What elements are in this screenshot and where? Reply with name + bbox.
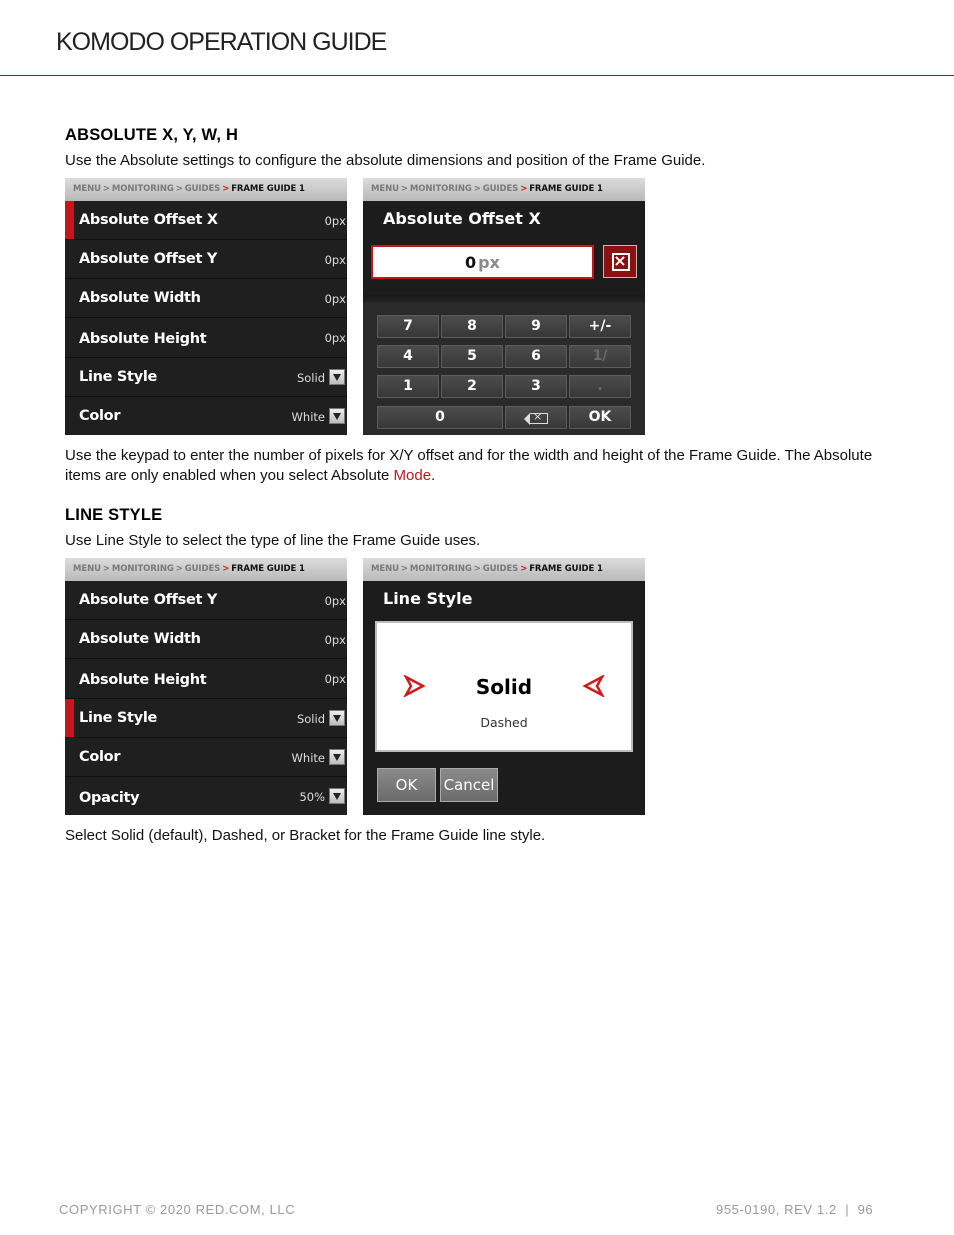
breadcrumb-current: FRAME GUIDE 1: [231, 564, 305, 574]
breadcrumb: MENU > MONITORING > GUIDES > FRAME GUIDE 1: [363, 558, 645, 581]
breadcrumb-menu[interactable]: MENU: [371, 184, 399, 194]
menu-row-label: Absolute Width: [79, 631, 201, 647]
close-icon: ×: [613, 251, 627, 270]
absolute-intro-text: Use the Absolute settings to configure the absolute dimensions and position of the Frame Guide.: [65, 152, 706, 169]
breadcrumb-monitoring[interactable]: MONITORING: [409, 184, 472, 194]
key-7[interactable]: 7: [377, 315, 439, 338]
breadcrumb-menu[interactable]: MENU: [371, 564, 399, 574]
key-4[interactable]: 4: [377, 345, 439, 368]
menu-row-absolute-width[interactable]: [65, 279, 347, 318]
menu-row-absolute-offset-y[interactable]: [65, 581, 347, 620]
key-decimal: .: [569, 375, 631, 398]
menu-row-value: White: [291, 410, 325, 424]
backspace-key[interactable]: [505, 406, 567, 429]
menu-row-absolute-offset-y[interactable]: [65, 240, 347, 279]
menu-row-value: 0px: [324, 594, 346, 608]
selection-arrow-left-icon: [583, 675, 605, 697]
picker-title: Line Style: [383, 589, 473, 608]
key-1[interactable]: 1: [377, 375, 439, 398]
breadcrumb-guides[interactable]: GUIDES: [184, 564, 221, 574]
footer-doc-info: 955-0190, REV 1.2 | 96: [716, 1202, 874, 1217]
breadcrumb-monitoring[interactable]: MONITORING: [409, 564, 472, 574]
menu-row-label: Color: [79, 408, 121, 424]
clear-button[interactable]: [603, 245, 637, 278]
document-title: KOMODO OPERATION GUIDE: [56, 28, 387, 56]
key-0[interactable]: 0: [377, 406, 503, 429]
mode-link[interactable]: Mode: [393, 467, 432, 484]
entry-value: 0: [465, 253, 477, 272]
absolute-offset-keypad-screen: [363, 178, 645, 435]
menu-row-value: Solid: [296, 712, 325, 726]
menu-row-label: Line Style: [79, 710, 158, 726]
key-3[interactable]: 3: [505, 375, 567, 398]
value-entry-field[interactable]: [371, 245, 594, 279]
menu-row-value: 0px: [324, 331, 346, 345]
breadcrumb-guides[interactable]: GUIDES: [482, 564, 519, 574]
menu-row-value: White: [291, 751, 325, 765]
chevron-down-icon[interactable]: [329, 710, 345, 726]
menu-row-label: Color: [79, 749, 121, 765]
chevron-down-icon[interactable]: [329, 749, 345, 765]
key-2[interactable]: 2: [441, 375, 503, 398]
menu-row-line-style[interactable]: [65, 358, 347, 397]
menu-row-value: 0px: [324, 253, 346, 267]
menu-row-label: Opacity: [79, 790, 140, 806]
menu-row-absolute-height[interactable]: [65, 659, 347, 699]
entry-unit: px: [478, 253, 500, 272]
menu-row-color[interactable]: [65, 397, 347, 435]
chevron-down-icon[interactable]: [329, 369, 345, 385]
key-6[interactable]: 6: [505, 345, 567, 368]
keypad: [363, 302, 645, 435]
menu-row-label: Absolute Offset X: [79, 212, 218, 228]
key-plus-minus[interactable]: +/-: [569, 315, 631, 338]
frame-guide-menu-screen-2: [65, 558, 347, 815]
menu-row-label: Absolute Height: [79, 672, 207, 688]
line-style-picker-screen: [363, 558, 645, 815]
section-heading-line-style: LINE STYLE: [65, 506, 163, 524]
ok-key[interactable]: OK: [569, 406, 631, 429]
menu-row-value: Solid: [296, 371, 325, 385]
menu-row-value: 0px: [324, 214, 346, 228]
keypad-title: Absolute Offset X: [383, 209, 541, 228]
menu-row-value: 0px: [324, 633, 346, 647]
breadcrumb-guides[interactable]: GUIDES: [482, 184, 519, 194]
key-8[interactable]: 8: [441, 315, 503, 338]
menu-row-absolute-width[interactable]: [65, 620, 347, 659]
selection-indicator: [65, 699, 74, 737]
key-9[interactable]: 9: [505, 315, 567, 338]
backspace-icon: [530, 413, 548, 424]
menu-row-value: 50%: [299, 790, 325, 804]
breadcrumb: MENU > MONITORING > GUIDES > FRAME GUIDE 1: [65, 178, 347, 201]
ok-button[interactable]: OK: [377, 768, 436, 802]
menu-row-label: Absolute Height: [79, 331, 207, 347]
next-option[interactable]: Dashed: [480, 715, 528, 730]
key-inverse: 1/: [569, 345, 631, 368]
selection-indicator: [65, 201, 74, 239]
frame-guide-menu-screen-1: [65, 178, 347, 435]
breadcrumb-current: FRAME GUIDE 1: [529, 184, 603, 194]
menu-row-label: Line Style: [79, 369, 158, 385]
absolute-body-text-main: Use the keypad to enter the number of pixels for X/Y offset and for the width and height of the Frame Guide. The Absolute items are only enabled when you select Absolute: [65, 447, 873, 484]
chevron-down-icon[interactable]: [329, 408, 345, 424]
menu-row-label: Absolute Width: [79, 290, 201, 306]
menu-row-absolute-offset-x[interactable]: [65, 201, 347, 240]
absolute-body-text: [65, 446, 895, 486]
menu-row-color[interactable]: [65, 738, 347, 777]
line-style-picker[interactable]: [375, 621, 633, 752]
breadcrumb: MENU > MONITORING > GUIDES > FRAME GUIDE 1: [65, 558, 347, 581]
absolute-body-text-end: .: [431, 467, 436, 484]
chevron-down-icon[interactable]: [329, 788, 345, 804]
cancel-button[interactable]: Cancel: [440, 768, 498, 802]
breadcrumb-guides[interactable]: GUIDES: [184, 184, 221, 194]
breadcrumb-menu[interactable]: MENU: [73, 184, 101, 194]
breadcrumb-monitoring[interactable]: MONITORING: [111, 184, 174, 194]
menu-row-line-style[interactable]: [65, 699, 347, 738]
breadcrumb-current: FRAME GUIDE 1: [231, 184, 305, 194]
header-rule: [0, 75, 954, 76]
line-style-body-text: Select Solid (default), Dashed, or Bracket for the Frame Guide line style.: [65, 827, 546, 844]
breadcrumb: MENU > MONITORING > GUIDES > FRAME GUIDE 1: [363, 178, 645, 201]
menu-row-value: 0px: [324, 672, 346, 686]
menu-row-value: 0px: [324, 292, 346, 306]
breadcrumb-menu[interactable]: MENU: [73, 564, 101, 574]
menu-row-opacity[interactable]: [65, 777, 347, 815]
breadcrumb-monitoring[interactable]: MONITORING: [111, 564, 174, 574]
breadcrumb-current: FRAME GUIDE 1: [529, 564, 603, 574]
selected-option[interactable]: Solid: [475, 675, 533, 699]
key-5[interactable]: 5: [441, 345, 503, 368]
section-heading-absolute: ABSOLUTE X, Y, W, H: [65, 126, 239, 144]
menu-row-absolute-height[interactable]: [65, 318, 347, 358]
menu-row-label: Absolute Offset Y: [79, 592, 218, 608]
line-style-intro-text: Use Line Style to select the type of line the Frame Guide uses.: [65, 532, 481, 549]
footer-copyright: COPYRIGHT © 2020 RED.COM, LLC: [59, 1202, 296, 1217]
menu-row-label: Absolute Offset Y: [79, 251, 218, 267]
